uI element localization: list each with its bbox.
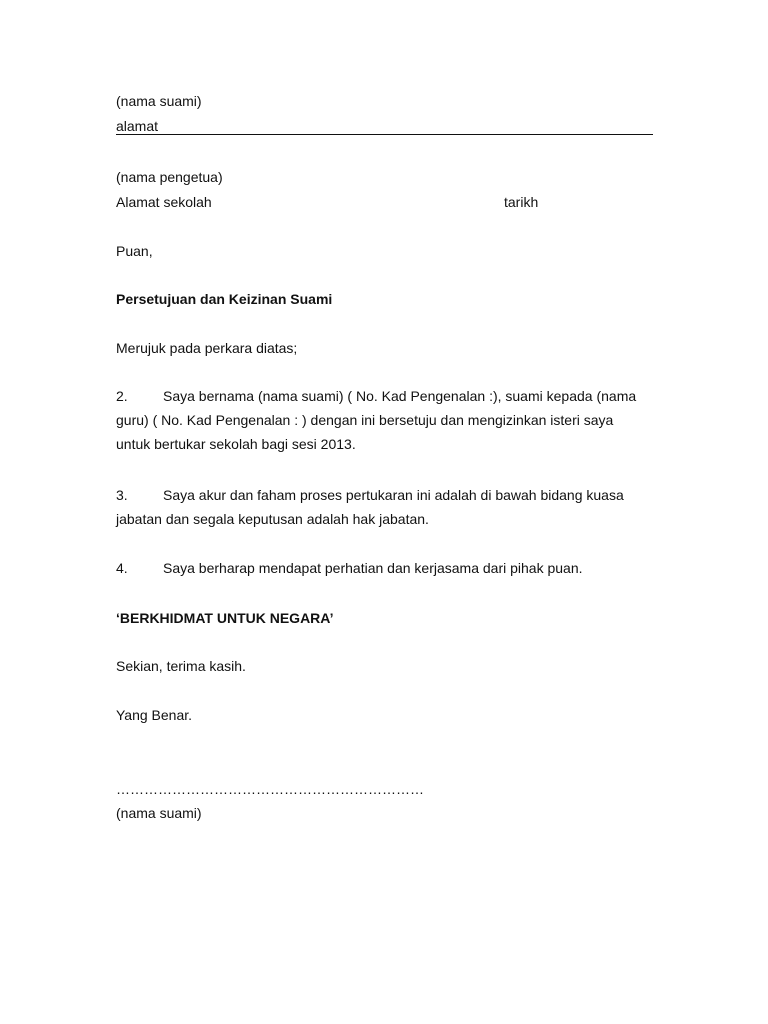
- paragraph-3-line-2: jabatan dan segala keputusan adalah hak jabatan.: [116, 511, 429, 527]
- signature-name: (nama suami): [116, 805, 202, 821]
- paragraph-4-line-1: [116, 556, 656, 580]
- sender-address: alamat: [116, 118, 159, 134]
- closing: Sekian, terima kasih.: [116, 658, 246, 674]
- paragraph-number: 2.: [116, 388, 128, 404]
- date-label: tarikh: [504, 194, 539, 210]
- sender-name: (nama suami): [116, 93, 202, 109]
- paragraph-3-line-1: [116, 483, 656, 507]
- paragraph-2-line-3: untuk bertukar sekolah bagi sesi 2013.: [116, 436, 356, 452]
- paragraph-2: [116, 384, 656, 456]
- paragraph-text: Saya bernama (nama suami) ( No. Kad Pengenalan :), suami kepada (nama: [163, 388, 637, 404]
- paragraph-text: Saya berharap mendapat perhatian dan kerjasama dari pihak puan.: [163, 560, 583, 576]
- paragraph-2-line-2: guru) ( No. Kad Pengenalan : ) dengan ini bersetuju dan mengizinkan isteri saya: [116, 412, 614, 428]
- letter-subject: Persetujuan dan Keizinan Suami: [116, 291, 333, 307]
- signature-line: …………………………………………………………: [116, 781, 424, 797]
- paragraph-number: 4.: [116, 560, 128, 576]
- recipient-address: Alamat sekolah: [116, 194, 212, 210]
- reference-line: Merujuk pada perkara diatas;: [116, 340, 298, 356]
- paragraph-4: [116, 556, 656, 580]
- paragraph-number: 3.: [116, 487, 128, 503]
- paragraph-2-line-1: [116, 384, 656, 408]
- recipient-name: (nama pengetua): [116, 169, 223, 185]
- paragraph-3: [116, 483, 656, 531]
- paragraph-text: Saya akur dan faham proses pertukaran ini adalah di bawah bidang kuasa: [163, 487, 624, 503]
- sign-off: Yang Benar.: [116, 707, 193, 723]
- salutation: Puan,: [116, 243, 153, 259]
- motto: ‘BERKHIDMAT UNTUK NEGARA’: [116, 610, 334, 626]
- sender-divider: [116, 134, 653, 135]
